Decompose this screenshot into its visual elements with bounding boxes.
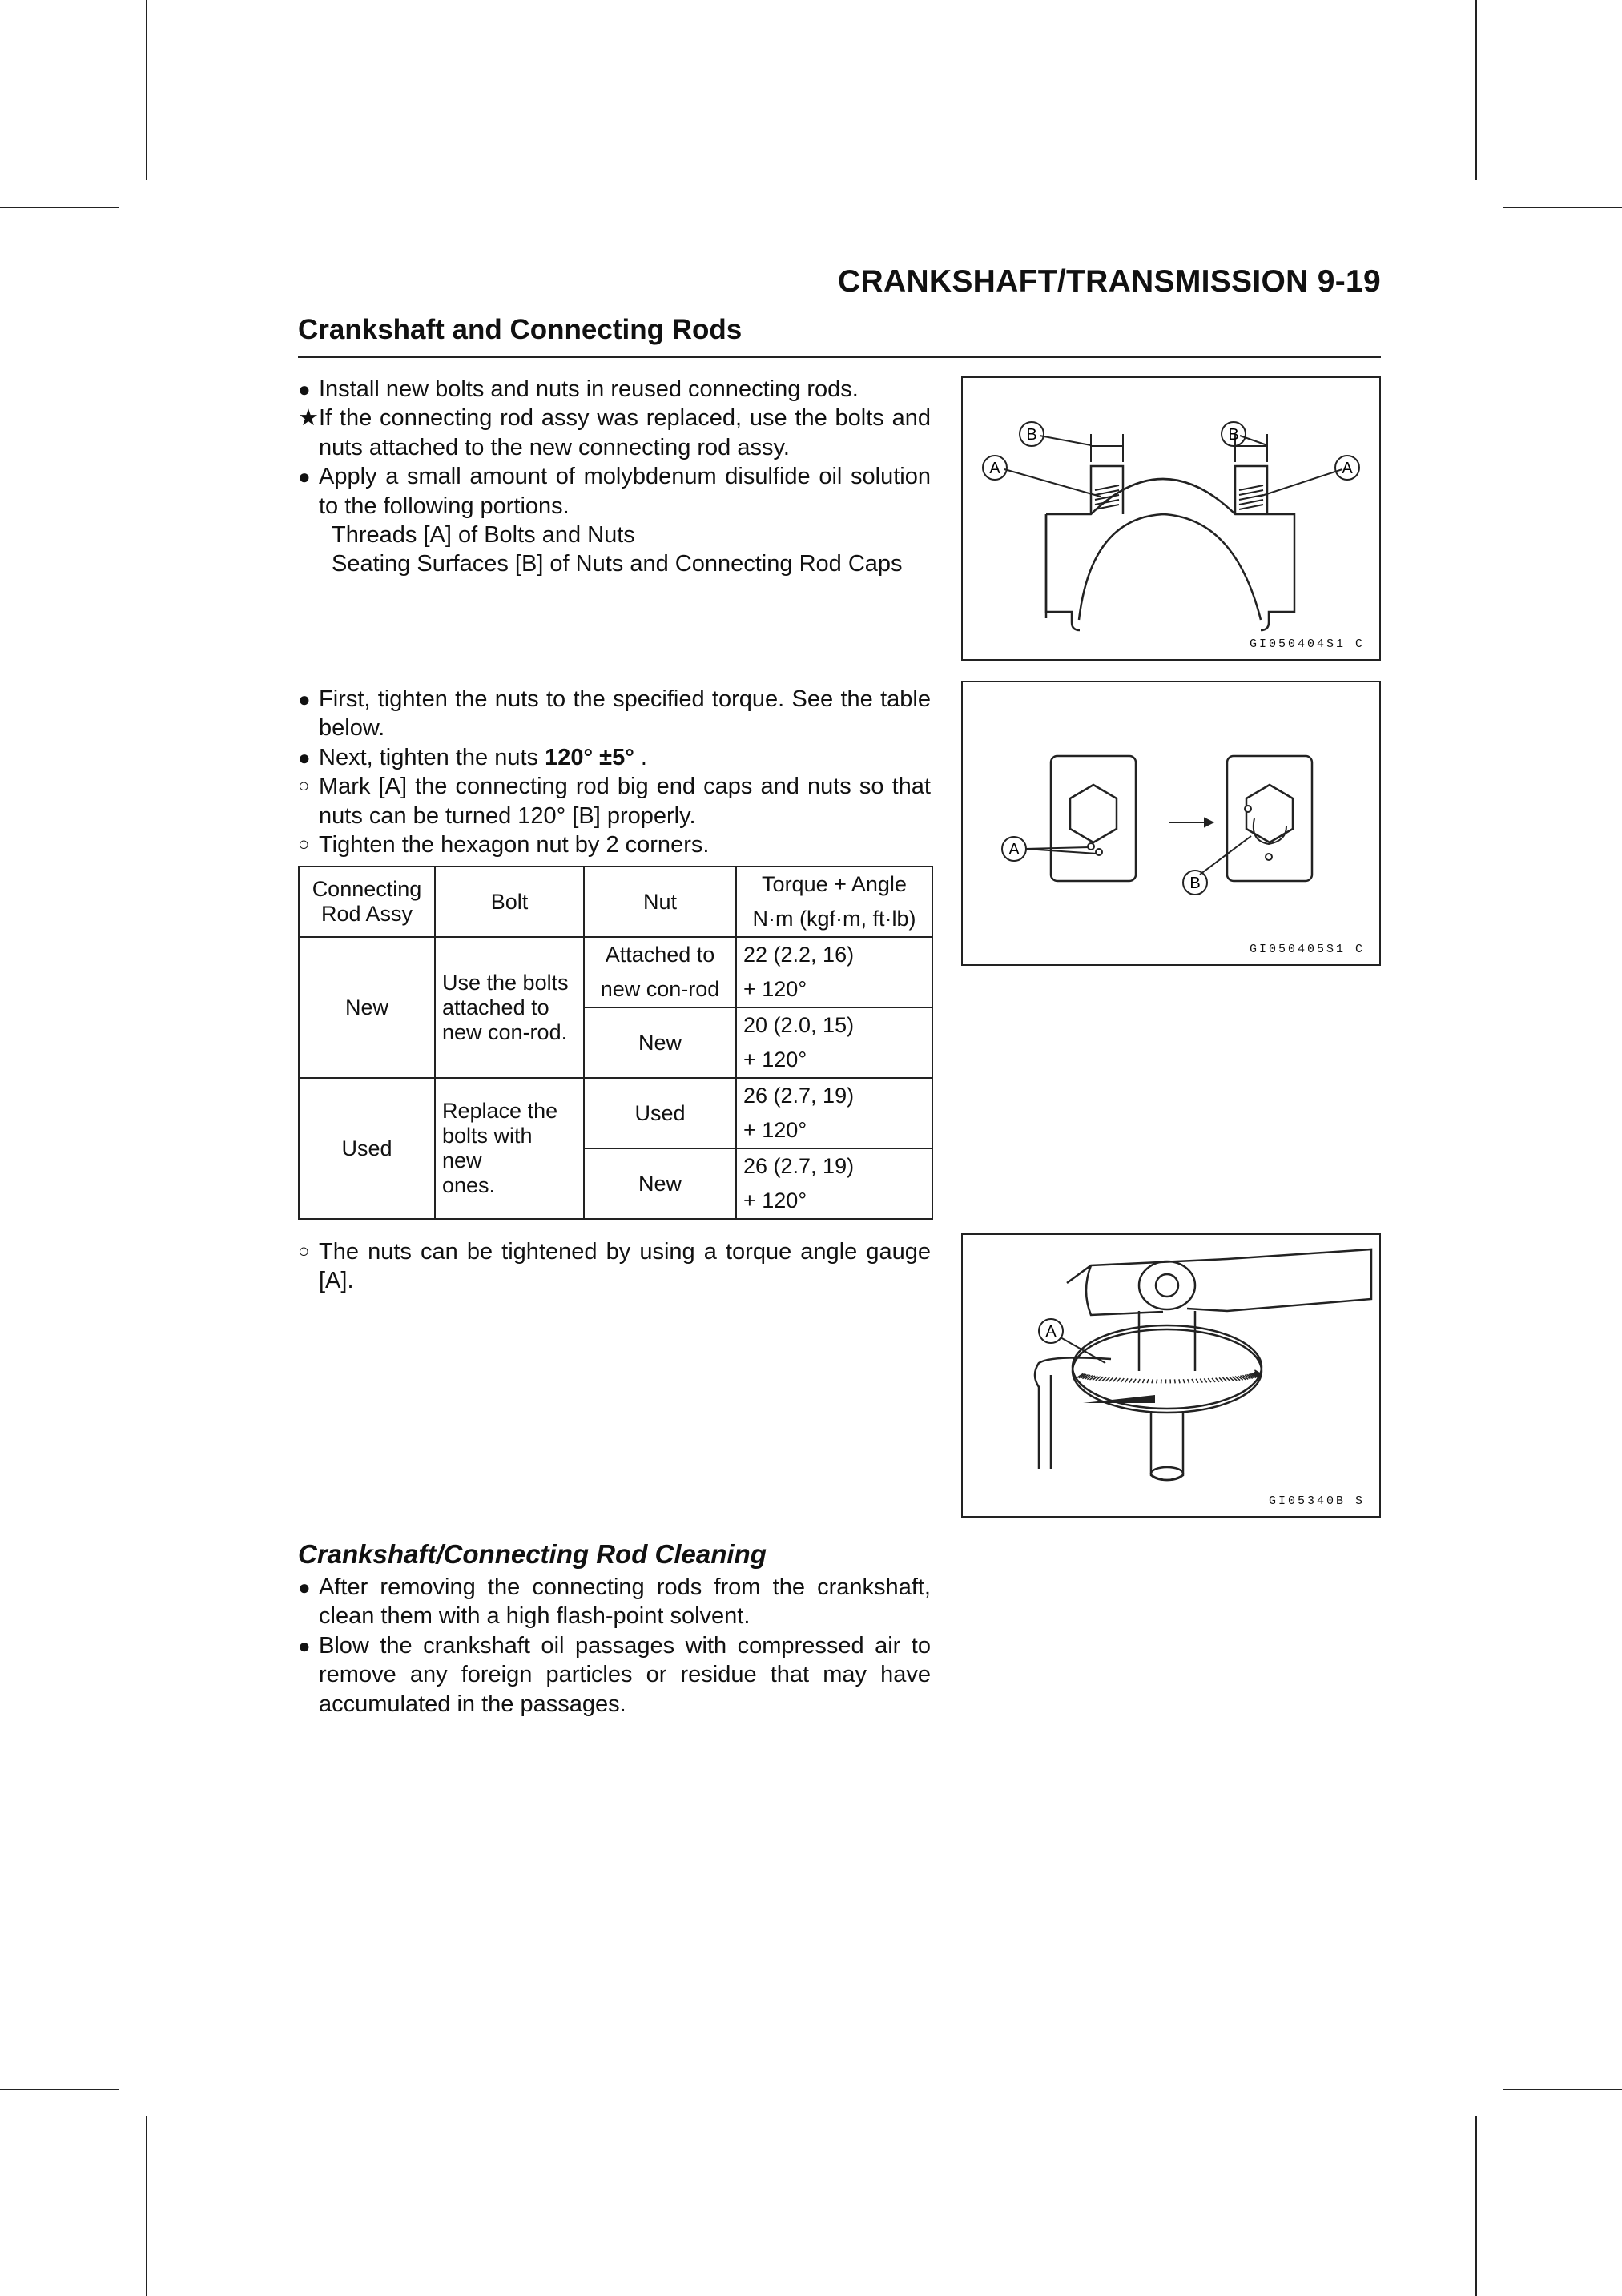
cell-line: 22 (2.2, 16) — [743, 943, 855, 967]
gauge-ticks — [1077, 1370, 1262, 1384]
item-text: Threads [A] of Bolts and Nuts — [332, 522, 635, 549]
figure-label: B — [1228, 426, 1239, 444]
figure-label: B — [1189, 875, 1201, 892]
assy-cell: New — [299, 937, 435, 1078]
cleaning-instructions — [298, 1573, 931, 1719]
crop-mark — [146, 2116, 147, 2296]
crop-mark — [0, 2089, 119, 2090]
list-item — [298, 1631, 931, 1719]
item-text: . — [634, 744, 647, 770]
list-item — [298, 743, 931, 772]
item-text: If the connecting rod assy was replaced, use the bolts and nuts attached to the new connecting rod assy. — [319, 405, 931, 460]
nut-cell — [584, 937, 736, 1007]
cell-line: + 120° — [743, 1118, 807, 1142]
cell-line: Attached to — [605, 943, 715, 967]
cell-line: 26 (2.7, 19) — [743, 1154, 855, 1178]
crop-mark — [1503, 207, 1622, 208]
bullet: ● — [298, 687, 311, 711]
figure-hex-marking — [961, 681, 1381, 966]
torque-cell — [736, 937, 932, 1007]
cell-line: attached to — [442, 995, 549, 1019]
cell-line: new con-rod. — [442, 1019, 568, 1044]
circle-mark: ○ — [298, 775, 310, 798]
header-bolt: Bolt — [435, 867, 584, 937]
torque-cell — [736, 1007, 932, 1078]
item-text: After removing the connecting rods from the crankshaft, clean them with a high flash-point solvent. — [319, 1574, 931, 1630]
crop-mark — [0, 207, 119, 208]
header-line: Torque + Angle — [762, 872, 907, 896]
item-text: Apply a small amount of molybdenum disulfide oil solution to the following portions. — [319, 464, 931, 519]
crop-mark — [1503, 2089, 1622, 2090]
torque-angle-gauge-drawing — [963, 1235, 1379, 1516]
header-assy — [299, 867, 435, 937]
list-item — [298, 521, 931, 549]
bullet: ● — [298, 1575, 311, 1599]
list-item — [298, 1237, 931, 1296]
bullet: ● — [298, 377, 311, 401]
cell-line: Use the bolts — [442, 970, 569, 995]
bullet: ● — [298, 1633, 311, 1658]
item-text: Install new bolts and nuts in reused connecting rods. — [319, 376, 859, 402]
cell-line: new con-rod — [600, 977, 720, 1001]
cell-line: + 120° — [743, 977, 807, 1001]
list-item — [298, 375, 931, 404]
conrod-cap-drawing — [963, 378, 1379, 659]
figure-label: B — [1026, 426, 1037, 444]
list-item — [298, 830, 931, 859]
bolt-cell — [435, 937, 584, 1078]
running-header: CRANKSHAFT/TRANSMISSION 9-19 — [838, 264, 1381, 299]
figure-label: A — [1045, 1323, 1057, 1341]
section-title: Crankshaft and Connecting Rods — [298, 314, 743, 345]
nut-cell: New — [584, 1007, 736, 1078]
crop-mark — [1475, 0, 1477, 180]
install-instructions — [298, 375, 931, 579]
list-item — [298, 549, 931, 578]
figure-code: GI050404S1 C — [1249, 637, 1365, 651]
circle-mark: ○ — [298, 1240, 310, 1262]
item-text: Seating Surfaces [B] of Nuts and Connecting Rod Caps — [332, 551, 903, 577]
bullet: ● — [298, 464, 311, 489]
gauge-note — [298, 1237, 931, 1296]
crop-mark — [1475, 2116, 1477, 2296]
torque-cell — [736, 1078, 932, 1148]
table-row — [299, 1078, 932, 1148]
list-item — [298, 404, 931, 462]
crop-mark — [146, 0, 147, 180]
cell-line: bolts with new — [442, 1124, 533, 1172]
figure-code: GI050405S1 C — [1249, 943, 1365, 956]
nut-cell: New — [584, 1148, 736, 1219]
header-line: N·m (kgf·m, ft·lb) — [752, 907, 916, 931]
star-mark: ★ — [298, 405, 319, 432]
figure-label: A — [989, 460, 1000, 477]
angle-spec: 120° ±5° — [545, 744, 634, 770]
figure-code: GI05340B S — [1268, 1494, 1365, 1508]
hex-marking-drawing — [963, 682, 1379, 964]
torque-table — [298, 866, 933, 1220]
bullet: ● — [298, 745, 311, 770]
assy-cell: Used — [299, 1078, 435, 1219]
list-item — [298, 685, 931, 743]
item-text: Blow the crankshaft oil passages with compressed air to remove any foreign particles or residue that may have accumulated in the passages. — [319, 1632, 931, 1717]
table-header-row — [299, 867, 932, 937]
cell-line: 26 (2.7, 19) — [743, 1084, 855, 1108]
bolt-cell — [435, 1078, 584, 1219]
item-text: The nuts can be tightened by using a torque angle gauge [A]. — [319, 1239, 931, 1294]
figure-torque-angle-gauge — [961, 1233, 1381, 1518]
cell-line: + 120° — [743, 1047, 807, 1072]
section-rule — [298, 356, 1381, 358]
item-text: Mark [A] the connecting rod big end caps and nuts so that nuts can be turned 120° [B] properly. — [319, 774, 931, 829]
item-text: Next, tighten the nuts — [319, 744, 545, 770]
figure-label: A — [1008, 841, 1020, 858]
item-text: First, tighten the nuts to the specified torque. See the table below. — [319, 686, 931, 742]
figure-label: A — [1342, 460, 1353, 477]
cell-line: + 120° — [743, 1188, 807, 1212]
cell-line: 20 (2.0, 15) — [743, 1013, 855, 1037]
cell-line: ones. — [442, 1173, 496, 1197]
tightening-instructions — [298, 685, 931, 859]
figure-conrod-cap — [961, 376, 1381, 661]
table-row — [299, 937, 932, 1007]
nut-cell: Used — [584, 1078, 736, 1148]
list-item — [298, 772, 931, 830]
list-item — [298, 462, 931, 521]
list-item — [298, 1573, 931, 1631]
circle-mark: ○ — [298, 834, 310, 856]
header-torque — [736, 867, 932, 937]
header-line: Connecting — [312, 877, 422, 901]
header-line: Rod Assy — [320, 902, 413, 926]
cell-line: Replace the — [442, 1099, 558, 1123]
header-nut: Nut — [584, 867, 736, 937]
item-text: Tighten the hexagon nut by 2 corners. — [319, 832, 710, 858]
subsection-title: Crankshaft/Connecting Rod Cleaning — [298, 1539, 767, 1569]
torque-cell — [736, 1148, 932, 1219]
